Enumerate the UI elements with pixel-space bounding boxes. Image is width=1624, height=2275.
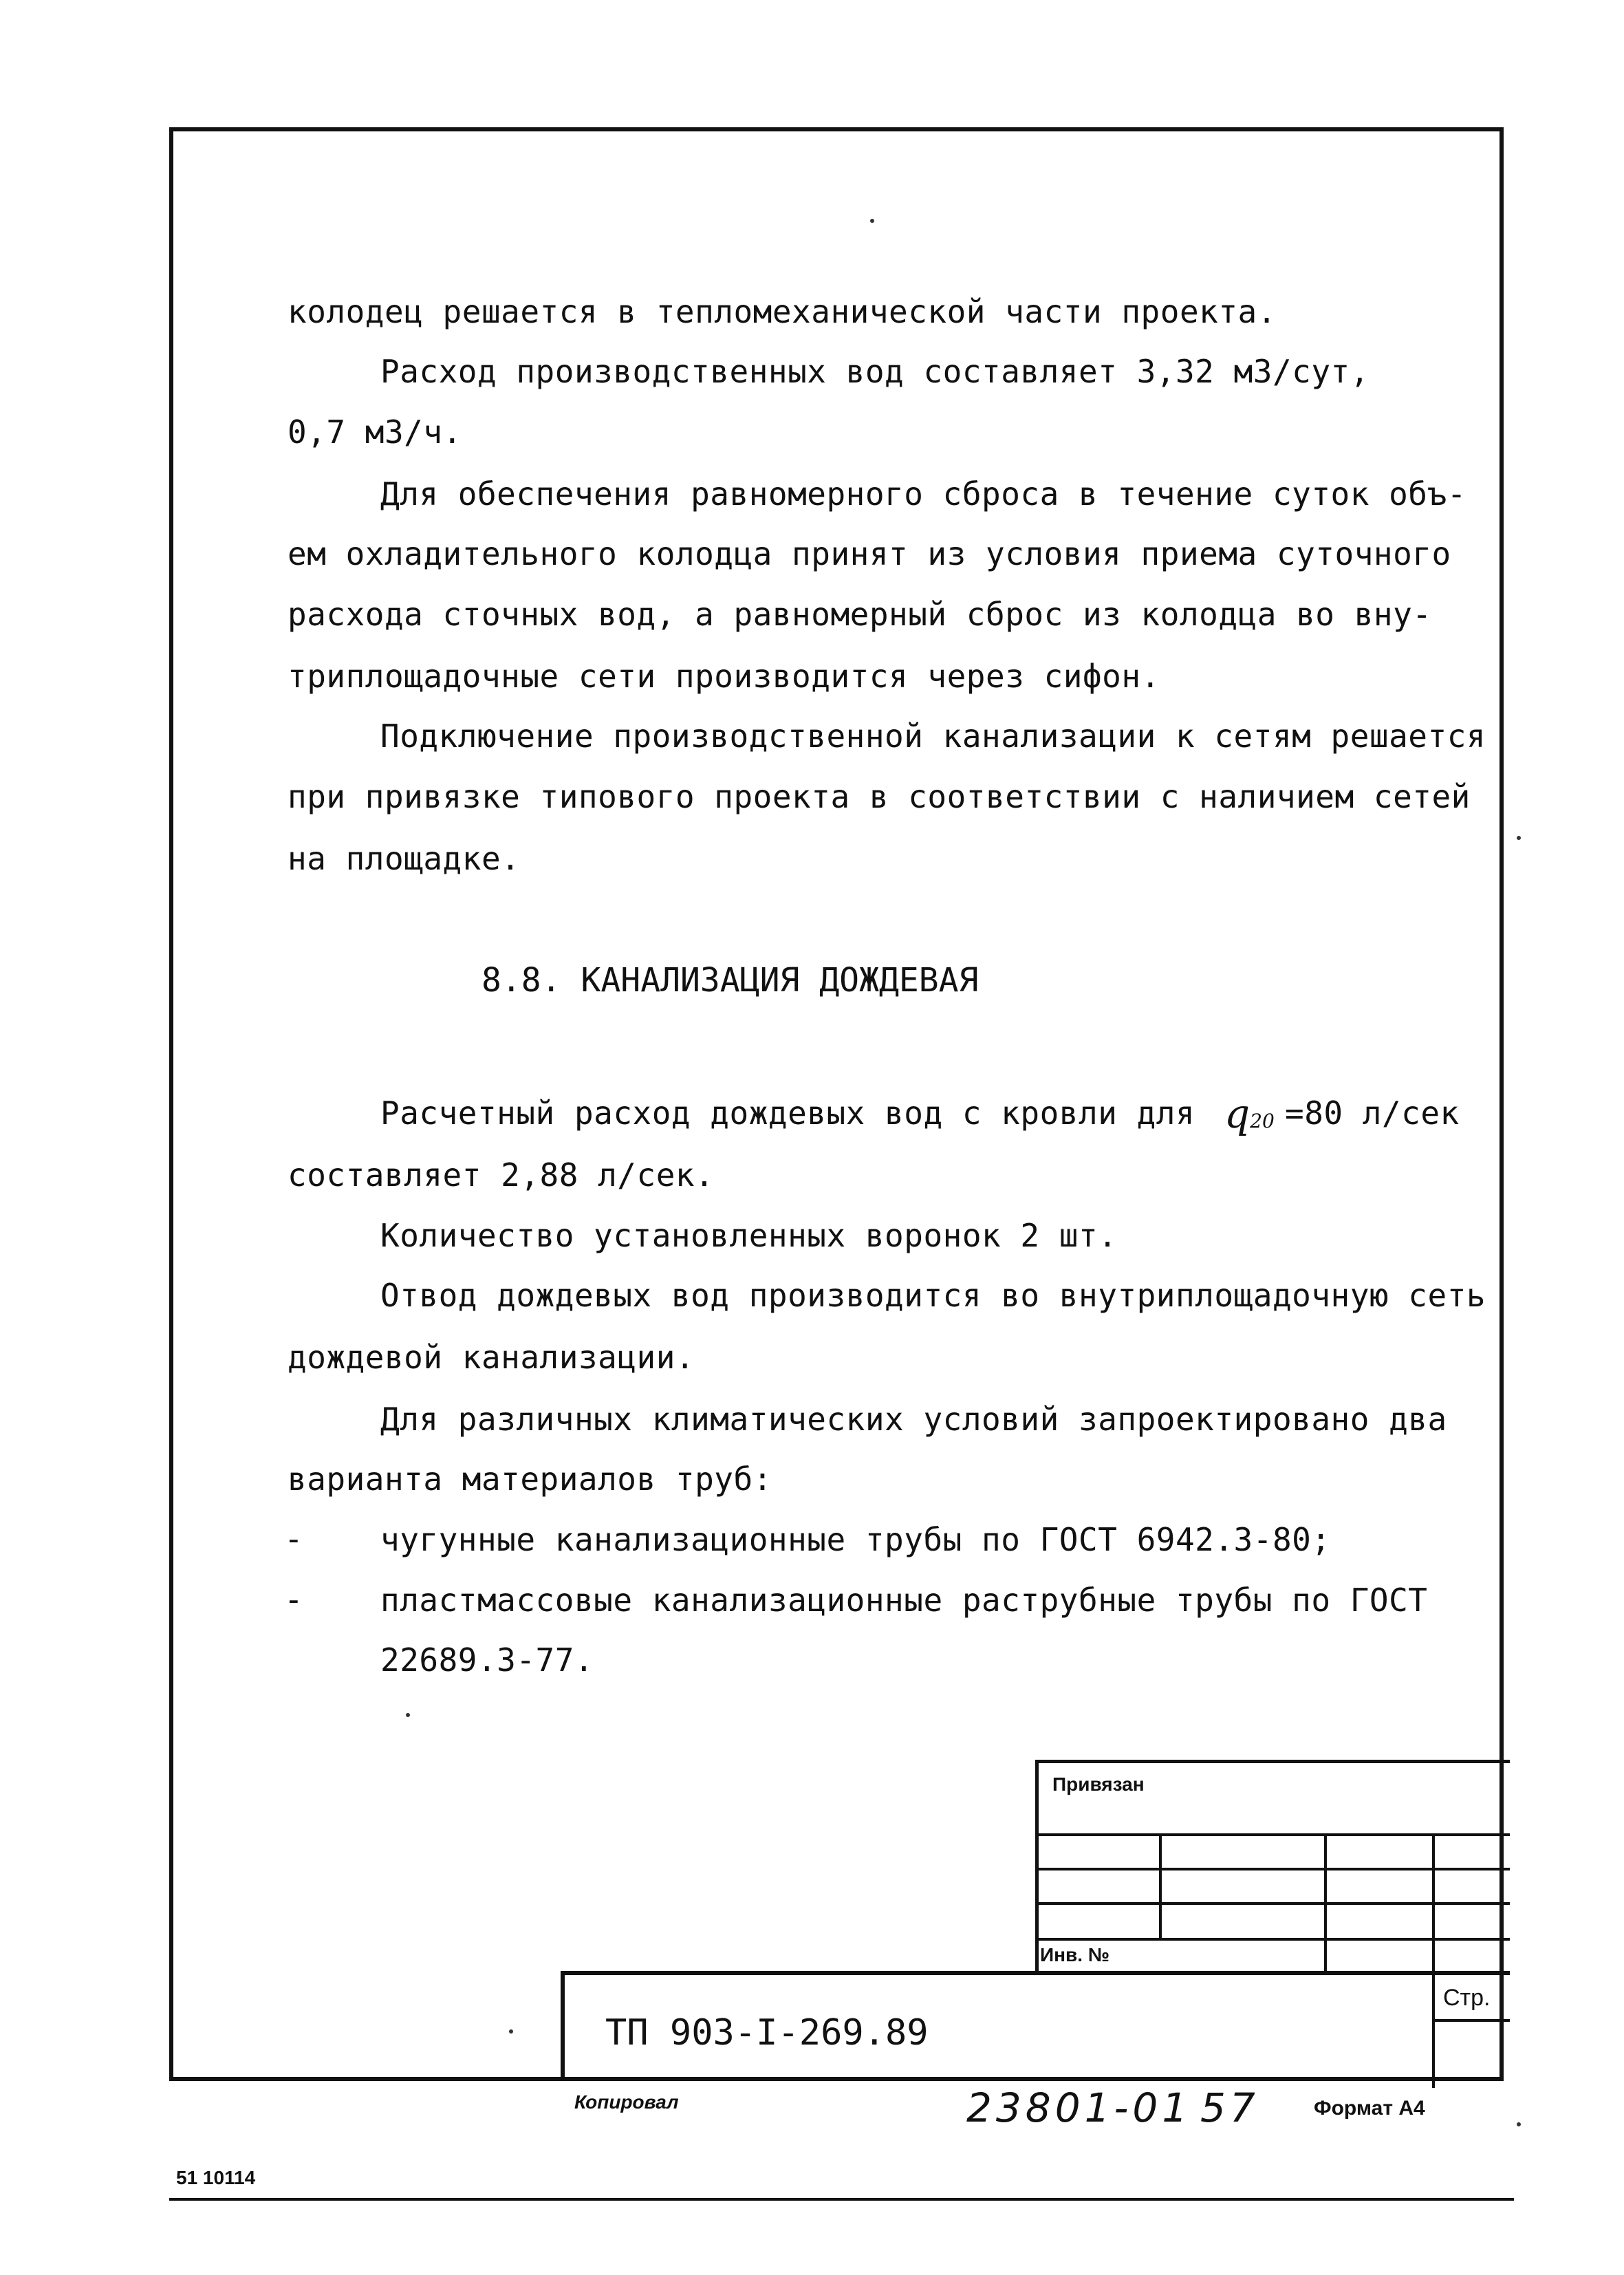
flow-rate-symbol: q20 — [1224, 1090, 1275, 1137]
rain-line-1-value: =80 л/сек — [1285, 1095, 1460, 1132]
text-line-5: ем охладительного колодца принят из условия приема суточного — [288, 535, 1451, 572]
rain-line-3: Количество установленных воронок 2 шт. — [380, 1217, 1118, 1254]
attached-label: Привязан — [1052, 1773, 1145, 1795]
text-line-8: Подключение производственной канализации к сетям решается — [380, 718, 1486, 755]
text-line-3: 0,7 м3/ч. — [288, 413, 462, 451]
text-line-6: расхода сточных вод, а равномерный сброс из колодца во вну- — [288, 596, 1432, 633]
text-line-4: Для обеспечения равномерного сброса в течение суток объ- — [380, 475, 1466, 513]
page-label: Стр. — [1443, 1985, 1491, 2011]
text-line-7: триплощадочные сети производится через сифон. — [288, 658, 1160, 695]
text-line-10: на площадке. — [288, 840, 521, 877]
list-marker: - — [284, 1520, 303, 1557]
rain-line-7: варианта материалов труб: — [288, 1460, 772, 1498]
scan-speck — [406, 1713, 410, 1717]
bottom-code: 51 10114 — [176, 2167, 256, 2188]
list-item-1: чугунные канализационные трубы по ГОСТ 6942.3-80; — [380, 1521, 1331, 1558]
scan-speck — [509, 2029, 513, 2034]
scan-speck — [1517, 836, 1521, 840]
text-line-2: Расход производственных вод составляет 3,32 м3/сут, — [380, 353, 1369, 390]
section-heading: 8.8. КАНАЛИЗАЦИЯ ДОЖДЕВАЯ — [481, 961, 979, 1000]
bottom-rule — [169, 2198, 1514, 2201]
document-code: ТП 903-I-269.89 — [605, 2012, 929, 2053]
list-marker: - — [284, 1581, 303, 1618]
copied-by-label: Копировал — [574, 2091, 679, 2113]
scan-speck — [1517, 2122, 1521, 2126]
handwritten-number: 23801-01 — [966, 2084, 1192, 2131]
text-line-1: колодец решается в тепломеханической части проекта. — [288, 293, 1277, 330]
scan-speck — [870, 219, 874, 223]
handwritten-page: 57 — [1200, 2084, 1259, 2131]
rain-line-6: Для различных климатических условий запроектировано два — [380, 1401, 1447, 1438]
format-label: Формат А4 — [1314, 2097, 1425, 2120]
text-line-9: при привязке типового проекта в соответствии с наличием сетей — [288, 778, 1471, 815]
list-item-2: пластмассовые канализационные раструбные трубы по ГОСТ — [380, 1582, 1428, 1619]
rain-line-1: Расчетный расход дождевых вод с кровли для — [380, 1095, 1195, 1132]
list-item-2-continued: 22689.3-77. — [380, 1641, 594, 1679]
inventory-number-label: Инв. № — [1040, 1944, 1110, 1965]
rain-line-5: дождевой канализации. — [288, 1339, 695, 1376]
rain-line-2: составляет 2,88 л/сек. — [288, 1156, 715, 1194]
rain-line-4: Отвод дождевых вод производится во внутриплощадочную сеть — [380, 1277, 1486, 1314]
